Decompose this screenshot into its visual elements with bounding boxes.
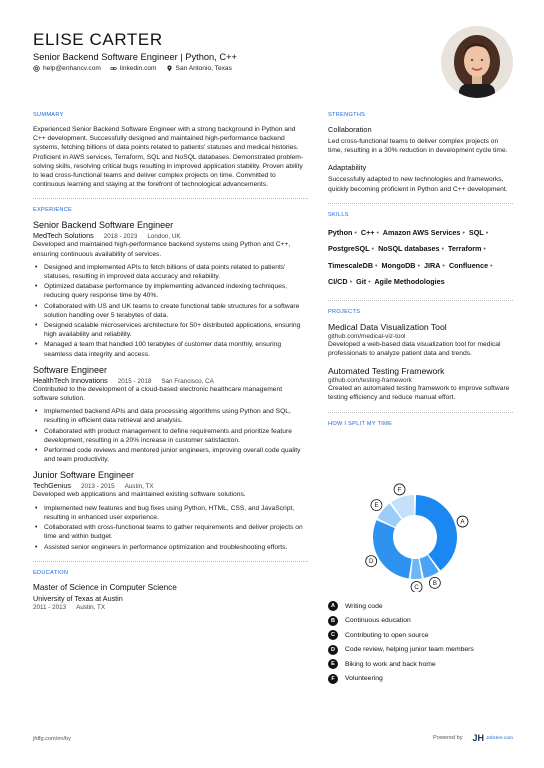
footer-url[interactable]: jfdfg.com/en/by bbox=[33, 736, 71, 742]
legend-label: Writing code bbox=[345, 602, 383, 610]
job-description: Developed web applications and maintained existing software solutions. bbox=[33, 491, 246, 499]
skill-tag: Git bbox=[356, 277, 367, 287]
job-bullet: • Managed a team that handled 100 terabytes of customer data monthly, ensuring seamless data integrity and access. bbox=[33, 340, 308, 358]
time-heading: HOW I SPLIT MY TIME bbox=[328, 420, 393, 427]
summary-heading: SUMMARY bbox=[33, 112, 64, 118]
skill-tag: Confluence bbox=[448, 260, 489, 270]
job-bullet: • Optimized database performance by implementing advanced indexing techniques, reducing query response time by 40%. bbox=[33, 282, 308, 300]
divider bbox=[33, 198, 308, 199]
job-bullet: • Collaborated with product management to define requirements and prioritize feature development, resulting in a 20% increase in customer satisfaction. bbox=[33, 427, 308, 445]
job-company: HealthTech Innovations bbox=[33, 375, 108, 385]
skill-separator: • bbox=[368, 277, 371, 287]
job-bullet: • Implemented new features and bug fixes using Python, HTML, CSS, and JavaScript, resulting in enhanced user experience. bbox=[33, 504, 308, 522]
job-dates: 2013 - 2015 bbox=[80, 483, 115, 491]
strength-text: Led cross-functional teams to deliver complex projects on time, resulting in a 30% reduction in development cycle time. bbox=[328, 138, 508, 155]
job-description: Contributed to the development of a cloud-based electronic healthcare management software solution. bbox=[33, 385, 283, 403]
donut-slice bbox=[411, 559, 422, 579]
job-title: Software Engineer bbox=[33, 364, 108, 375]
job-dates: 2015 - 2018 bbox=[117, 377, 152, 385]
skill-separator: • bbox=[354, 227, 357, 237]
skill-separator: • bbox=[417, 260, 421, 270]
legend-item bbox=[328, 672, 518, 687]
job-company: TechGenius bbox=[33, 481, 71, 491]
project-title: Medical Data Visualization Tool bbox=[328, 321, 447, 332]
strength-title: Collaboration bbox=[328, 125, 372, 134]
footer-brand bbox=[433, 733, 513, 743]
job-meta bbox=[33, 376, 308, 385]
legend-label: Volunteering bbox=[345, 675, 383, 683]
skill-tag: MongoDB bbox=[381, 260, 416, 270]
skills-heading: SKILLS bbox=[328, 211, 349, 218]
job-company: MedTech Solutions bbox=[33, 231, 94, 241]
divider bbox=[33, 561, 308, 562]
project-text: Created an automated testing framework to improve software testing efficiency and reduce manual effort. bbox=[328, 385, 510, 402]
legend-badge: A bbox=[328, 601, 338, 611]
profile-photo bbox=[441, 26, 513, 98]
job-location: San Francisco, CA bbox=[161, 377, 214, 385]
project-link[interactable]: github.com/testing-framework bbox=[328, 377, 412, 385]
skill-tag: TimescaleDB bbox=[328, 260, 374, 270]
skill-tag: CI/CD bbox=[328, 277, 348, 287]
skill-separator: • bbox=[349, 277, 353, 287]
skills-list bbox=[328, 225, 513, 291]
time-donut-chart bbox=[355, 482, 475, 592]
skill-tag: C++ bbox=[360, 227, 375, 237]
skill-tag: NoSQL databases bbox=[378, 244, 440, 254]
job-title: Senior Backend Software Engineer bbox=[33, 220, 174, 231]
skill-separator: • bbox=[442, 260, 445, 270]
strength-item bbox=[328, 125, 513, 155]
skill-tag: Python bbox=[328, 227, 353, 237]
slice-label: A bbox=[460, 519, 465, 526]
strength-item bbox=[328, 163, 513, 193]
projects-heading: PROJECTS bbox=[328, 308, 361, 315]
project-text: Developed a web-based data visualization tool for medical professionals to analyze patient data and trends. bbox=[328, 340, 501, 358]
job-bullet: • Implemented backend APIs and data processing algorithms using Python and SQL, resulting in efficient data retrieval and analysis. bbox=[33, 407, 308, 425]
education-dates: 2011 - 2013 bbox=[33, 603, 67, 611]
job-bullet: • Designed and implemented APIs to fetch billions of data points related to patients' statuses, resulting in improved data accuracy and reliability. bbox=[33, 263, 308, 281]
link-icon bbox=[110, 65, 117, 72]
skill-separator: • bbox=[376, 227, 380, 237]
skill-separator: • bbox=[485, 227, 489, 237]
education-school: University of Texas at Austin bbox=[33, 593, 123, 603]
job-description: Developed and maintained high-performance backend systems using Python and C++, ensuring continuous availability of services. bbox=[33, 241, 291, 258]
skill-separator: • bbox=[441, 244, 444, 254]
at-icon bbox=[33, 65, 40, 72]
legend-item bbox=[328, 643, 518, 658]
education-meta bbox=[33, 604, 308, 611]
divider bbox=[328, 412, 513, 413]
slice-label: E bbox=[374, 503, 379, 510]
brand-mark: JH bbox=[472, 733, 485, 743]
left-column bbox=[33, 112, 308, 611]
portrait-image bbox=[441, 26, 513, 98]
divider bbox=[328, 300, 513, 301]
legend-label: Continuous education bbox=[345, 617, 411, 625]
slice-label: C bbox=[414, 584, 419, 591]
strength-title: Adaptability bbox=[328, 163, 367, 173]
project-item bbox=[328, 322, 513, 358]
job-title: Junior Software Engineer bbox=[33, 470, 135, 481]
education-location: Austin, TX bbox=[76, 603, 106, 611]
contact-email-text: help@enhancv.com bbox=[43, 65, 101, 72]
job-dates: 2018 - 2023 bbox=[103, 233, 138, 241]
job-location: Austin, TX bbox=[124, 483, 154, 491]
time-legend bbox=[328, 599, 518, 686]
project-item bbox=[328, 366, 513, 402]
job-bullets bbox=[33, 504, 308, 552]
job-entry bbox=[33, 220, 308, 358]
skill-separator: • bbox=[371, 244, 375, 254]
slice-label: D bbox=[369, 559, 374, 566]
brand-logo[interactable] bbox=[473, 733, 513, 743]
legend-item bbox=[328, 614, 518, 629]
job-location: London, UK bbox=[147, 233, 181, 241]
job-entry bbox=[33, 470, 308, 551]
donut-slice bbox=[373, 520, 412, 578]
job-bullet: • Performed code reviews and mentored junior engineers, improving overall code quality and team productivity. bbox=[33, 446, 308, 464]
legend-label: Biking to work and back home bbox=[345, 660, 436, 668]
legend-badge: F bbox=[328, 674, 338, 684]
legend-badge: D bbox=[328, 645, 338, 655]
skill-tag: Agile Methodologies bbox=[374, 277, 445, 287]
job-meta bbox=[33, 481, 308, 490]
job-bullet: • Assisted senior engineers in performance optimization and troubleshooting efforts. bbox=[33, 543, 308, 552]
legend-badge: B bbox=[328, 616, 338, 626]
experience-heading: EXPERIENCE bbox=[33, 207, 73, 214]
contact-linkedin-text: linkedin.com bbox=[119, 65, 157, 72]
strengths-heading: STRENGTHS bbox=[328, 112, 366, 118]
job-bullet: • Collaborated with cross-functional teams to gather requirements and deliver projects on time and within budget. bbox=[33, 523, 308, 541]
skill-tag: Amazon AWS Services bbox=[382, 227, 461, 237]
skill-separator: • bbox=[490, 260, 493, 270]
legend-label: Code review, helping junior team members bbox=[345, 646, 474, 654]
legend-item bbox=[328, 628, 518, 643]
skill-tag: Terraform bbox=[448, 244, 482, 254]
divider bbox=[328, 203, 513, 204]
pin-icon bbox=[166, 65, 173, 72]
job-bullets bbox=[33, 407, 308, 464]
powered-by-text: Powered by bbox=[433, 735, 463, 741]
contact-location-text: San Antonio, Texas bbox=[175, 65, 232, 72]
job-meta bbox=[33, 231, 308, 240]
legend-badge: E bbox=[328, 659, 338, 669]
candidate-title: Senior Backend Software Engineer | Python, C++ bbox=[33, 52, 237, 62]
candidate-name: ELISE CARTER bbox=[33, 30, 163, 49]
job-bullet: • Designed scalable microservices architecture for 50+ distributed applications, ensuring high availability and reliability. bbox=[33, 321, 308, 339]
contact-location bbox=[166, 65, 232, 72]
summary-text: Experienced Senior Backend Software Engineer with a strong background in Python and C++ development. Successfully designed and maintained high-performance backend systems, fetching billions of data points related to patients' statuses and medical histories. Proficient in AWS services, Terraform, SQL and NoSQL databases. Demonstrated problem-solving skills, resolving critical bugs resulting in improved application stability. Proven ability to lead cross-functional teams and deliver complex projects on time. Committed to continuous learning and staying at the forefront of technological advancements. bbox=[33, 126, 304, 189]
right-column bbox=[328, 112, 513, 434]
skill-tag: PostgreSQL bbox=[328, 244, 370, 254]
legend-badge: C bbox=[328, 630, 338, 640]
slice-label: F bbox=[397, 487, 402, 494]
brand-text: JobHire.com bbox=[486, 735, 513, 741]
job-entry bbox=[33, 365, 308, 465]
education-degree: Master of Science in Computer Science bbox=[33, 582, 177, 592]
legend-item bbox=[328, 657, 518, 672]
education-heading: EDUCATION bbox=[33, 569, 69, 576]
contact-bar bbox=[33, 65, 232, 72]
skill-separator: • bbox=[462, 227, 465, 237]
project-title: Automated Testing Framework bbox=[328, 366, 445, 377]
job-bullets bbox=[33, 263, 308, 359]
skill-tag: SQL bbox=[468, 227, 484, 237]
contact-linkedin[interactable] bbox=[110, 65, 157, 72]
skill-separator: • bbox=[483, 244, 486, 254]
job-bullet: • Collaborated with US and UK teams to create functional table structures for a software solution handling over 5 terabytes of data. bbox=[33, 302, 308, 320]
slice-label: B bbox=[432, 580, 437, 587]
project-link[interactable]: github.com/medical-viz-tool bbox=[328, 332, 406, 340]
strength-text: Successfully adapted to new technologies and frameworks, quickly becoming proficient in Python and C++ development. bbox=[328, 176, 508, 193]
legend-item bbox=[328, 599, 518, 614]
skill-separator: • bbox=[375, 260, 378, 270]
skill-tag: JIRA bbox=[424, 260, 441, 270]
legend-label: Contributing to open source bbox=[345, 631, 429, 639]
contact-email[interactable] bbox=[33, 65, 101, 72]
